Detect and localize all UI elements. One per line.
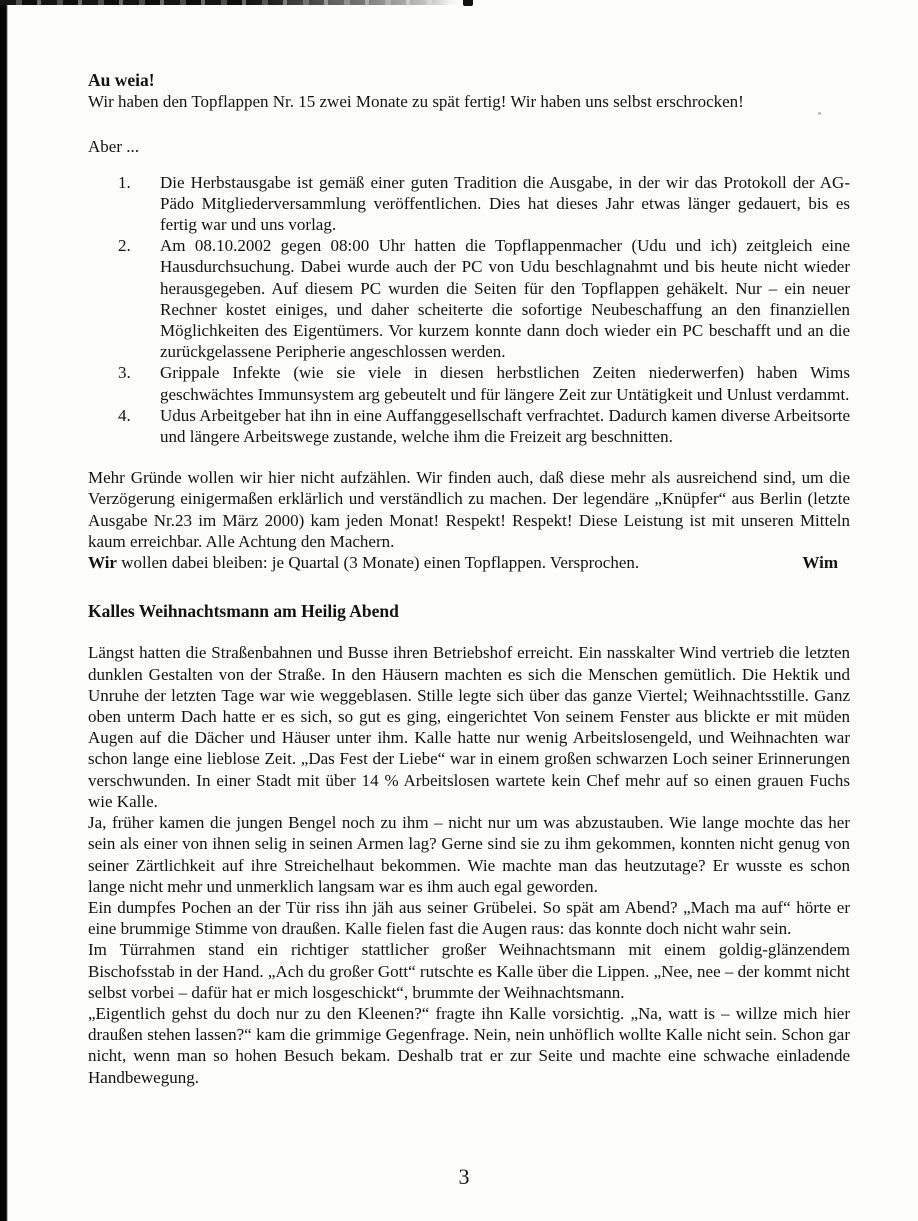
list-item <box>88 362 850 404</box>
promise-text <box>88 552 639 573</box>
story-paragraph: Längst hatten die Straßenbahnen und Busse ihren Betriebshof erreicht. Ein nasskalter Wind vertrieb die letzten dunklen Gestalten von der Straße. In den Häusern machten es sich die Menschen gemütlich. Die Hektik und Unruhe der letzten Tage war wie weggeblasen. Stille legte sich über das ganze Viertel; Weihnachtsstille. Ganz oben unterm Dach hatte er es sich, so gut es ging, eingerichtet Von seinem Fenster aus blickte er mit müden Augen auf die Dächer und Häuser unter ihm. Kalle hatte nur wenig Arbeitslosengeld, und Weihnachten war schon lange eine lieblose Zeit. „Das Fest der Liebe“ war in einem großen schwarzen Loch seiner Erinnerungen verschwunden. In einer Stadt mit über 14 % Arbeitslosen wartete kein Chef mehr auf so einen grauen Fuchs wie Kalle. <box>88 643 850 811</box>
promise-lead: Wir <box>88 553 117 573</box>
editorial-transition: Aber ... <box>88 137 139 157</box>
story-paragraph: Ja, früher kamen die jungen Bengel noch zu ihm – nicht nur um was abzustauben. Wie lange mochte das her sein als einer von ihnen selig in seinen Armen lag? Gerne sind sie zu ihm gekommen, konnten nicht genug von seiner Zärtlichkeit auf ihre Streichelhaut bekommen. Wie machte man das heutzutage? Er wusste es schon lange nicht mehr und unmerklich langsam war es ihm auch egal geworden. <box>88 813 850 896</box>
story-paragraph: Im Türrahmen stand ein richtiger stattlicher großer Weihnachtsmann mit einem goldig-glänzendem Bischofsstab in der Hand. „Ach du großer Gott“ rutschte es Kalle über die Lippen. „Nee, nee – der kommt nicht selbst vorbei – dafür hat er mich losgeschickt“, brummte der Weihnachtsmann. <box>88 940 850 1002</box>
list-item <box>88 405 850 447</box>
promise-rest: wollen dabei bleiben: je Quartal (3 Monate) einen Topflappen. Versprochen. <box>116 553 640 573</box>
editorial-intro: Wir haben den Topflappen Nr. 15 zwei Monate zu spät fertig! Wir haben uns selbst erschrocken! <box>88 92 744 112</box>
page-content <box>88 70 850 1088</box>
page-number: 3 <box>458 1164 470 1189</box>
list-item-number: 2. <box>118 236 131 256</box>
list-item-text: Grippale Infekte (wie sie viele in diesen herbstlichen Zeiten niederwerfen) haben Wims geschwächtes Immunsystem arg gebeutelt und für längere Zeit zur Untätigkeit und Unlust verdammt. <box>160 363 850 404</box>
promise-line <box>88 552 850 573</box>
list-item <box>88 235 850 362</box>
editorial-heading: Au weia! <box>88 70 155 90</box>
scan-top-mark-artifact <box>463 0 473 6</box>
editorial-closing: Mehr Gründe wollen wir hier nicht aufzählen. Wir finden auch, daß diese mehr als ausreichend sind, um die Verzögerung einigermaßen erklärlich und verständlich zu machen. Der legendäre „Knüpfer“ aus Berlin (letzte Ausgabe Nr.23 im März 2000) kam jeden Monat! Respekt! Respekt! Diese Leistung ist mit unseren Mitteln kaum erreichbar. Alle Achtung den Machern. <box>88 468 850 551</box>
story-heading: Kalles Weihnachtsmann am Heilig Abend <box>88 601 399 622</box>
scan-left-edge-artifact <box>0 0 8 1221</box>
list-item-text: Udus Arbeitgeber hat ihn in eine Auffanggesellschaft verfrachtet. Dadurch kamen diverse Arbeitsorte und längere Arbeitswege zustande, welche ihm die Freizeit arg beschnitten. <box>160 405 850 447</box>
list-item <box>88 172 850 236</box>
scan-top-edge-artifact <box>0 0 458 5</box>
list-item-number: 1. <box>118 172 131 192</box>
list-item-text: Am 08.10.2002 gegen 08:00 Uhr hatten die Topflappenmacher (Udu und ich) zeitgleich eine Hausdurchsuchung. Dabei wurde auch der PC von Udu beschlagnahmt und bis heute nicht wieder herausgegeben. Auf diesem PC wurden die Seiten für den Topflappen gehäkelt. Nur – ein neuer Rechner kostet einiges, und daher scheiterte die sofortige Neubeschaffung an den finanziellen Möglichkeiten des Eigentümers. Vor kurzem konnte dann doch wieder ein PC beschafft und an die zurückgelassene Peripherie angeschlossen werden. <box>160 236 850 362</box>
list-item-number: 4. <box>118 405 131 425</box>
author-signature: Wim <box>802 553 838 573</box>
list-item-number: 3. <box>118 363 131 383</box>
reason-list <box>88 172 850 448</box>
story-paragraph: „Eigentlich gehst du doch nur zu den Kleenen?“ fragte ihn Kalle vorsichtig. „Na, watt is – willze mich hier draußen stehen lassen?“ kam die grimmige Gegenfrage. Nein, nein unhöflich wollte Kalle nicht sein. Schon gar nicht, wenn man so hohen Besuch bekam. Deshalb trat er zur Seite und machte eine schwache einladende Handbewegung. <box>88 1003 850 1087</box>
list-item-text: Die Herbstausgabe ist gemäß einer guten Tradition die Ausgabe, in der wir das Protokoll der AG-Pädo Mitgliederversammlung veröffentlichen. Dies hat dieses Jahr etwas länger gedauert, bis es fertig war und uns vorlag. <box>160 172 850 235</box>
story-paragraph: Ein dumpfes Pochen an der Tür riss ihn jäh aus seiner Grübelei. So spät am Abend? „Mach ma auf“ hörte er eine brummige Stimme von draußen. Kalle fielen fast die Augen raus: das konnte doch nicht wahr sein. <box>88 897 850 939</box>
